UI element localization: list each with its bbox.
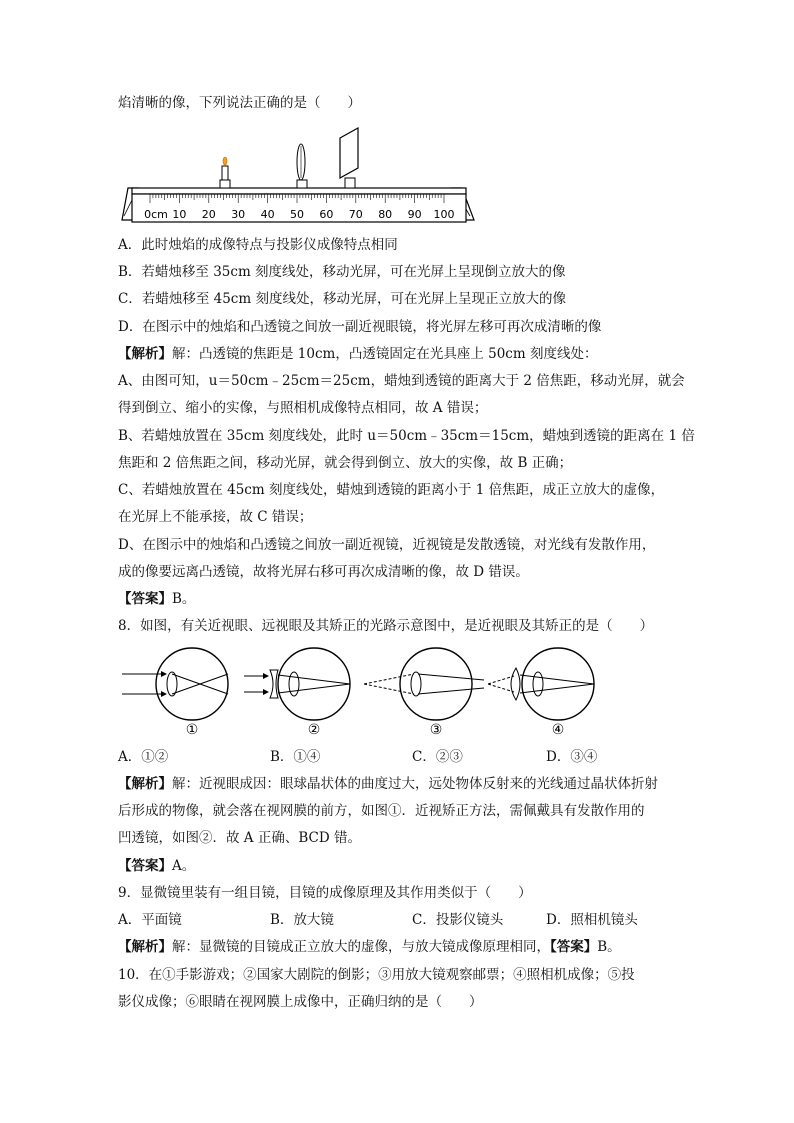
q9-option-a: A．平面镜 <box>118 912 182 928</box>
eye-label-4: ④ <box>551 722 565 738</box>
answer-tag: 【答案】 <box>118 591 172 607</box>
light-screen <box>340 128 358 188</box>
scale-label: 30 <box>231 208 246 221</box>
q8-analysis-line-1: 【解析】解：近视眼成因：眼球晶状体的曲度过大，远处物体反射来的光线通过晶状体折射 <box>118 776 658 792</box>
q9-option-c: C．投影仪镜头 <box>412 912 504 928</box>
concave-lens-2 <box>270 670 278 698</box>
q7-analysis-line-9: 成的像要远离凸透镜，故将光屏右移可再次成清晰的像，故 D 错误。 <box>118 564 529 580</box>
q7-analysis-line-1: 【解析】解：凸透镜的焦距是 10cm，凸透镜固定在光具座上 50cm 刻度线处： <box>118 346 598 362</box>
q7-answer: 【答案】B。 <box>118 591 196 607</box>
optical-bench-figure <box>118 124 480 226</box>
q9-analysis: 【解析】解：显微镜的目镜成正立放大的虚像，与放大镜成像原理相同，【答案】B。 <box>118 939 621 955</box>
eye-label-1: ① <box>185 722 199 738</box>
q7-option-b: B．若蜡烛移至 35cm 刻度线处，移动光屏，可在光屏上呈现倒立放大的像 <box>118 264 566 280</box>
scale-label: 0cm <box>144 208 168 221</box>
q8-option-d: D．③④ <box>546 749 598 765</box>
q9-option-b: B．放大镜 <box>270 912 334 928</box>
scale-label: 10 <box>172 208 187 221</box>
eye-diagram-4 <box>488 648 594 720</box>
answer-tag: 【答案】 <box>118 858 172 874</box>
scale-label: 100 <box>433 208 455 221</box>
bench-rail <box>132 188 466 194</box>
q7-stem-tail: 焰清晰的像，下列说法正确的是（ ） <box>118 95 361 111</box>
candle <box>220 157 230 188</box>
eye-label-3: ③ <box>429 722 443 738</box>
q8-option-c: C．②③ <box>412 749 463 765</box>
q7-option-d: D．在图示中的烛焰和凸透镜之间放一副近视眼镜，将光屏左移可再次成清晰的像 <box>118 319 602 335</box>
scale-label: 40 <box>260 208 275 221</box>
q7-option-c: C．若蜡烛移至 45cm 刻度线处，移动光屏，可在光屏上呈现正立放大的像 <box>118 291 566 307</box>
q8-analysis-line-3: 凹透镜，如图②．故 A 正确、BCD 错。 <box>118 830 361 846</box>
q8-stem: 8．如图，有关近视眼、远视眼及其矫正的光路示意图中，是近视眼及其矫正的是（ ） <box>118 618 654 634</box>
scale-label: 20 <box>201 208 216 221</box>
q7-analysis-line-5: 焦距和 2 倍焦距之间，移动光屏，就会得到倒立、放大的实像，故 B 正确； <box>118 455 573 471</box>
q8-analysis-line-2: 后形成的物像，就会落在视网膜的前方，如图①．近视矫正方法，需佩戴具有发散作用的 <box>118 803 645 819</box>
convex-lens <box>297 144 307 188</box>
eye-diagram-3 <box>364 648 484 720</box>
q10-stem-line-2: 影仪成像；⑥眼睛在视网膜上成像中，正确归纳的是（ ） <box>118 994 483 1010</box>
q8-answer: 【答案】A。 <box>118 858 196 874</box>
convex-lens-4 <box>511 668 520 700</box>
eye-diagram-figure <box>118 644 618 740</box>
q7-analysis-line-3: 得到倒立、缩小的实像，与照相机成像特点相同，故 A 错误； <box>118 400 488 416</box>
candle-flame <box>223 157 227 165</box>
scale-label: 90 <box>407 208 422 221</box>
scale-label: 50 <box>290 208 304 221</box>
scale-label: 70 <box>348 208 363 221</box>
analysis-tag: 【解析】 <box>118 939 172 955</box>
answer-tag: 【答案】 <box>550 939 598 955</box>
q7-option-a: A．此时烛焰的成像特点与投影仪成像特点相同 <box>118 237 398 253</box>
q8-option-a: A．①② <box>118 749 169 765</box>
analysis-tag: 【解析】 <box>118 346 172 362</box>
scale-label: 80 <box>378 208 393 221</box>
q9-stem: 9．显微镜里装有一组目镜，目镜的成像原理及其作用类似于（ ） <box>118 885 532 901</box>
q7-analysis-line-7: 在光屏上不能承接，故 C 错误； <box>118 509 313 525</box>
q9-option-d: D．照相机镜头 <box>546 912 638 928</box>
q8-option-b: B．①④ <box>270 749 321 765</box>
scale-label: 60 <box>319 208 334 221</box>
eye-diagram-1 <box>122 648 228 720</box>
eye-diagram-2 <box>244 648 350 720</box>
q7-analysis-line-2: A、由图可知，u＝50cm﹣25cm＝25cm，蜡烛到透镜的距离大于 2 倍焦距，移动光屏，就会 <box>118 373 685 389</box>
analysis-tag: 【解析】 <box>118 776 172 792</box>
q7-analysis-line-6: C、若蜡烛放置在 45cm 刻度线处，蜡烛到透镜的距离小于 1 倍焦距，成正立放大的虚像， <box>118 482 665 498</box>
q7-analysis-line-8: D、在图示中的烛焰和凸透镜之间放一副近视镜，近视镜是发散透镜，对光线有发散作用， <box>118 537 656 553</box>
q10-stem-line-1: 10．在①手影游戏；②国家大剧院的倒影；③用放大镜观察邮票；④照相机成像；⑤投 <box>118 967 635 983</box>
eye-label-2: ② <box>307 722 321 738</box>
q7-analysis-line-4: B、若蜡烛放置在 35cm 刻度线处，此时 u＝50cm﹣35cm＝15cm，蜡烛到透镜的距离在 1 倍 <box>118 428 695 444</box>
